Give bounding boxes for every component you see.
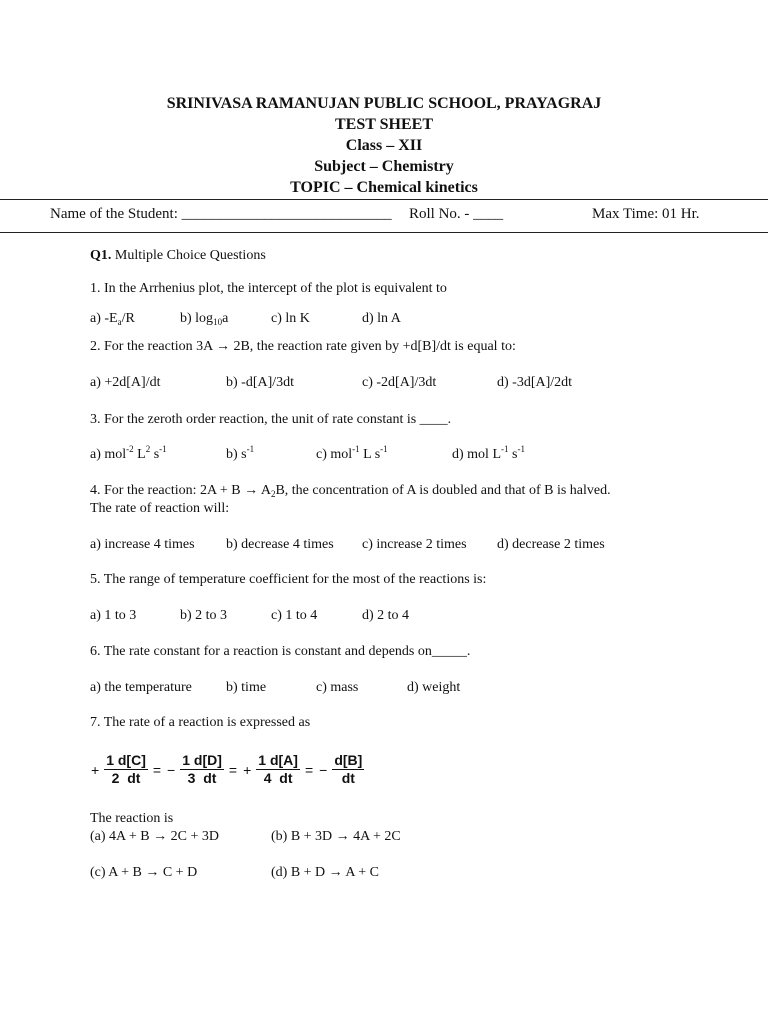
- q1-option-a: a) $-E_a/R$: [90, 311, 135, 327]
- student-info-line: [0, 206, 768, 226]
- q3-option-c: c) mol$^{-1}$ L $s^{-1}$: [316, 444, 388, 462]
- term-4-sign: −: [319, 761, 328, 778]
- question-4-stem-continued: The rate of reaction will:: [90, 501, 230, 516]
- section-heading: [90, 247, 266, 265]
- q7-option-c: (c) A + B → C + D: [90, 865, 198, 880]
- term-3-fraction: $\frac{1 d[A]}{4 dt}$: [258, 752, 298, 786]
- max-time-label: Max Time: 01 Hr.: [592, 206, 700, 222]
- sheet-title: TEST SHEET: [335, 116, 433, 133]
- question-7-stem: 7. The rate of a reaction is expressed as: [90, 715, 311, 730]
- equals-sign-3: =: [304, 761, 314, 778]
- section-number: Q1.: [90, 248, 112, 263]
- q3-option-d: d) mol $L^{-1}$ $s^{-1}$: [452, 444, 525, 462]
- equals-sign-1: =: [152, 761, 162, 778]
- q7-option-a: (a) 4A + B → 2C + 3D: [90, 829, 219, 844]
- top-divider: [0, 199, 768, 200]
- question-1-stem: 1. In the Arrhenius plot, the intercept of the plot is equivalent to: [90, 281, 447, 296]
- bottom-divider: [0, 232, 768, 233]
- q7-option-b: (b) B + 3D → 4A + 2C: [271, 829, 401, 844]
- question-2-stem: 2. For the reaction 3A → 2B, the reaction rate given by +d[B]/dt is equal to:: [90, 339, 516, 354]
- section-title: Multiple Choice Questions: [111, 248, 266, 263]
- rate-expression-equation: [88, 752, 366, 787]
- roll-number-field: Roll No. - ____: [409, 206, 504, 222]
- q3-option-b: b) $s^{-1}$: [226, 444, 255, 462]
- q1-option-d: d) ln A: [362, 311, 401, 326]
- q4-option-c: c) increase 2 times: [362, 537, 467, 552]
- q5-option-d: d) 2 to 4: [362, 608, 410, 623]
- q1-option-c: c) ln K: [271, 311, 310, 326]
- school-name: SRINIVASA RAMANUJAN PUBLIC SCHOOL, PRAYAGRAJ: [166, 95, 602, 112]
- equals-sign-2: =: [228, 761, 238, 778]
- term-3-sign: +: [243, 761, 252, 778]
- q2-option-d: d) -3d[A]/2dt: [497, 375, 573, 390]
- topic-label: TOPIC – Chemical kinetics: [290, 179, 478, 196]
- q1-option-b: b) $\log_{10}a$: [180, 311, 229, 327]
- term-1-fraction: $\frac{1 d[C]}{2 dt}$: [106, 752, 146, 786]
- q2-option-a: a) +2d[A]/dt: [90, 375, 161, 390]
- question-5-stem: 5. The range of temperature coefficient for the most of the reactions is:: [90, 572, 487, 587]
- student-name-field: Name of the Student: ____________________________: [50, 206, 392, 222]
- q7-option-d: (d) B + D → A + C: [271, 865, 379, 880]
- q4-option-a: a) increase 4 times: [90, 537, 195, 552]
- class-label: Class – XII: [345, 137, 423, 154]
- q2-option-b: b) -d[A]/3dt: [226, 375, 295, 390]
- term-2-sign: −: [167, 761, 176, 778]
- q6-option-a: a) the temperature: [90, 680, 192, 695]
- q6-option-d: d) weight: [407, 680, 461, 695]
- q6-option-b: b) time: [226, 680, 267, 695]
- q6-option-c: c) mass: [316, 680, 359, 695]
- q5-option-a: a) 1 to 3: [90, 608, 137, 623]
- q2-option-c: c) -2d[A]/3dt: [362, 375, 437, 390]
- term-4-fraction: $\frac{d[B]}{dt}$: [334, 752, 363, 786]
- q5-option-c: c) 1 to 4: [271, 608, 318, 623]
- term-1-sign: +: [91, 761, 100, 778]
- term-2-fraction: $\frac{1 d[D]}{3 dt}$: [182, 752, 222, 786]
- q5-option-b: b) 2 to 3: [180, 608, 228, 623]
- q4-option-d: d) decrease 2 times: [497, 537, 605, 552]
- question-4-stem: 4. For the reaction: $2A + B \to A_2B$, the concentration of A is doubled and that of B is halved.: [90, 483, 611, 499]
- reaction-label: The reaction is: [90, 811, 174, 826]
- question-3-stem: 3. For the zeroth order reaction, the unit of rate constant is ____.: [90, 412, 452, 427]
- q3-option-a: a) mol$^{-2}$ $L^2$ $s^{-1}$: [90, 444, 167, 462]
- subject-label: Subject – Chemistry: [314, 158, 454, 175]
- q4-option-b: b) decrease 4 times: [226, 537, 334, 552]
- question-6-stem: 6. The rate constant for a reaction is constant and depends on_____.: [90, 644, 471, 659]
